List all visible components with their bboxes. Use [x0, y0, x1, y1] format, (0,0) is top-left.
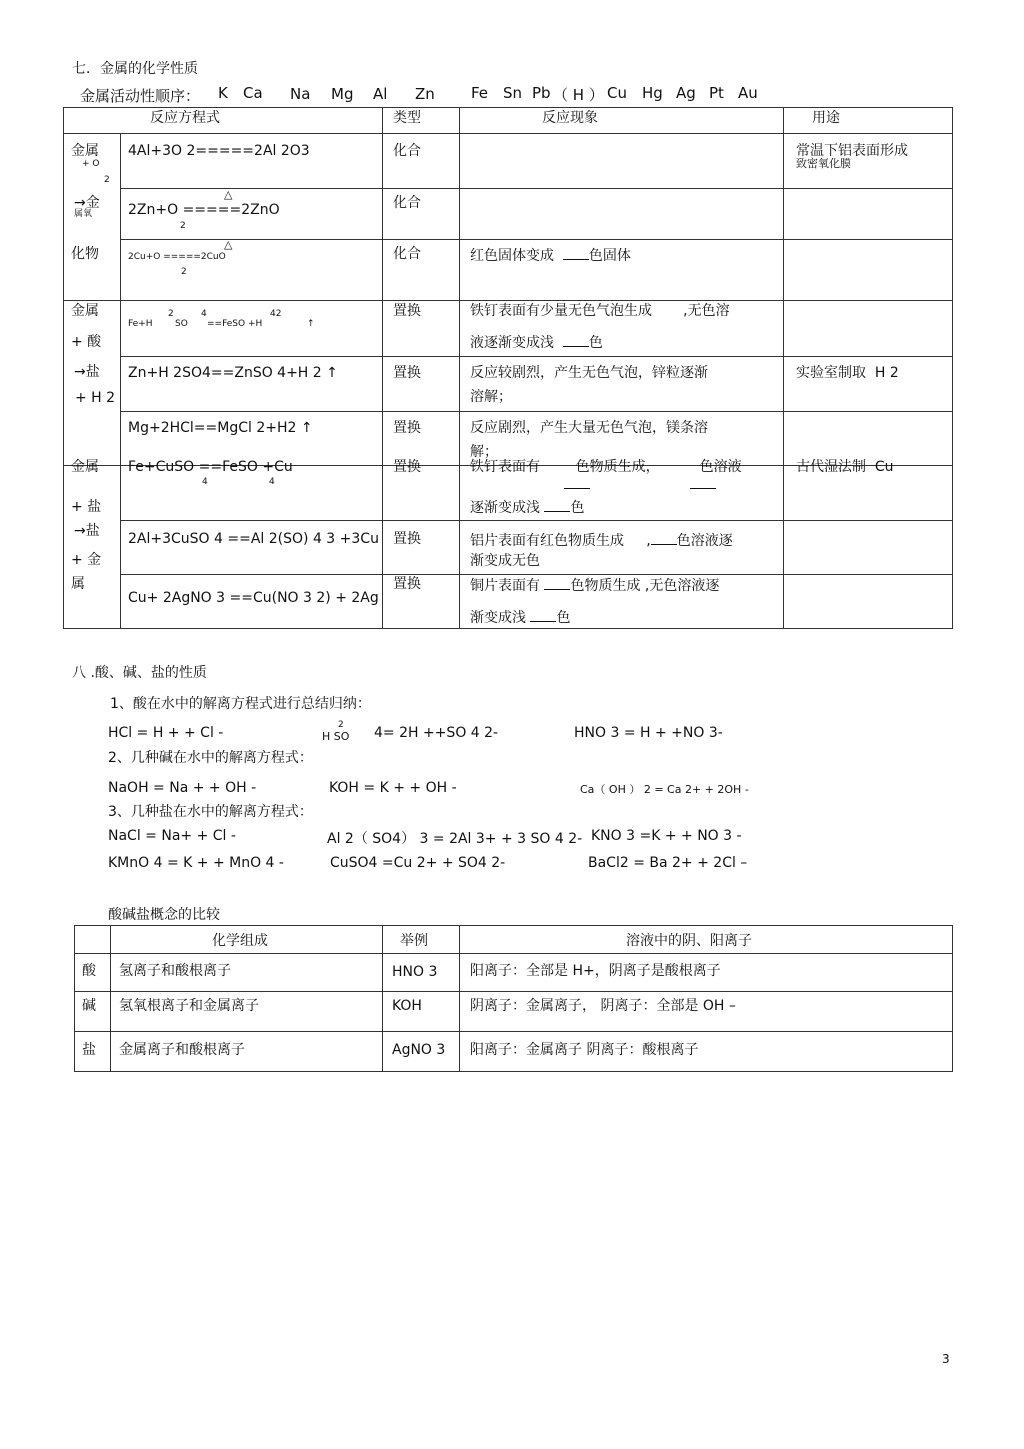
t2-header-ions: 溶液中的阴、阳离子	[626, 933, 752, 949]
row8-equation: 2Al+3CuSO 4 ==Al 2(SO) 4 3 +3Cu	[128, 531, 379, 547]
row3-equation-sub: 2	[181, 267, 187, 277]
blank	[530, 609, 556, 622]
group1-line5: 属氧	[74, 209, 93, 219]
row8-type: 置换	[393, 531, 421, 547]
row7-blank-b	[690, 476, 716, 489]
h2so4-b: 4= 2H ++SO 4 2-	[374, 725, 499, 741]
row3-phenomenon: 红色固体变成 色固体	[470, 248, 631, 264]
blank	[563, 247, 589, 260]
salt-eq-bacl2: BaCl2 = Ba 2+ + 2Cl –	[588, 855, 748, 871]
blank	[544, 577, 570, 590]
row2-equation-triangle: △	[224, 188, 233, 201]
row2-equation-sub: 2	[180, 221, 186, 231]
row8-phenomenon-2: 渐变成无色	[470, 553, 540, 569]
activity-series-label	[80, 85, 200, 106]
acid-eq-hno3: HNO 3 = H + +NO 3-	[574, 725, 723, 741]
row1-type: 化合	[393, 143, 421, 159]
row3-type: 化合	[393, 246, 421, 262]
acid-eq-hcl: HCl = H + + Cl -	[108, 725, 224, 741]
row7-use: 古代湿法制 Cu	[796, 459, 894, 475]
row2-type: 化合	[393, 195, 421, 211]
row6-equation: Mg+2HCl==MgCl 2+H2 ↑	[128, 420, 313, 436]
t2-row-acid-name: 酸	[82, 963, 96, 979]
t2-header-example: 举例	[400, 933, 428, 949]
row5-equation: Zn+H 2SO4==ZnSO 4+H 2 ↑	[128, 365, 338, 381]
base-eq-koh: KOH = K + + OH -	[329, 780, 457, 796]
blank	[544, 499, 570, 512]
row7-phenomenon-2: 逐渐变成浅 色	[470, 500, 585, 516]
row9-equation: Cu+ 2AgNO 3 ==Cu(NO 3 2) + 2Ag	[128, 590, 379, 606]
t2-row-acid-composition: 氢离子和酸根离子	[119, 963, 231, 979]
group2-line2: + 酸	[71, 334, 102, 350]
salt-eq-cuso4: CuSO4 =Cu 2+ + SO4 2-	[330, 855, 506, 871]
salt-eq-kmno4: KMnO 4 = K + + MnO 4 -	[108, 855, 284, 871]
group2-line3: →盐	[74, 364, 100, 380]
header-use: 用途	[812, 110, 840, 126]
row7-type: 置换	[393, 459, 421, 475]
group1-line6: 化物	[71, 246, 99, 262]
t2-row-base-composition: 氢氧根离子和金属离子	[119, 998, 259, 1014]
blank	[563, 334, 589, 347]
metal-cu: Cu	[607, 84, 627, 102]
salt-eq-nacl: NaCl = Na+ + Cl -	[108, 828, 236, 844]
header-type: 类型	[393, 110, 421, 126]
row8-phenomenon-1: 铝片表面有红色物质生成 , 色溶液逐	[470, 533, 733, 549]
base-ionization-heading: 2、几种碱在水中的解离方程式：	[108, 750, 313, 766]
metal-hg: Hg	[642, 84, 663, 102]
group1-sub2: 2	[104, 175, 110, 185]
group3-line2: + 盐	[71, 499, 102, 515]
t2-row-acid-example: HNO 3	[392, 964, 438, 980]
row4-phenomenon-2: 液逐渐变成浅 色	[470, 335, 603, 351]
row5-phenomenon-1: 反应较剧烈，产生无色气泡，锌粒逐渐	[470, 365, 708, 381]
t2-row-salt-ions: 阳离子：金属离子 阴离子：酸根离子	[470, 1042, 699, 1058]
metal-zn: Zn	[415, 85, 435, 103]
row4-type: 置换	[393, 303, 421, 319]
metal-h: （ H ）	[553, 86, 604, 104]
row2-equation: 2Zn+O =====2ZnO	[128, 202, 280, 218]
row6-phenomenon-2: 解；	[470, 444, 498, 460]
metal-ag: Ag	[676, 84, 696, 102]
metal-al: Al	[373, 85, 388, 103]
acid-ionization-heading: 1、酸在水中的解离方程式进行总结归纳：	[110, 696, 371, 712]
metal-pb: Pb	[532, 84, 551, 102]
activity-label: 金属活动性顺序：	[80, 87, 201, 105]
group-label-metal-acid: 金属	[71, 303, 99, 319]
section7-title: 七．金属的化学性质	[72, 61, 198, 77]
group3-line4: + 金	[71, 552, 102, 568]
header-equation: 反应方程式	[150, 110, 220, 126]
row6-phenomenon-1: 反应剧烈，产生大量无色气泡，镁条溶	[470, 420, 708, 436]
t2-row-salt-name: 盐	[82, 1042, 96, 1058]
row3-equation-triangle: △	[224, 238, 233, 251]
row5-phenomenon-2: 溶解；	[470, 389, 512, 405]
h2so4-sub: 2	[338, 720, 344, 730]
t2-row-base-name: 碱	[82, 998, 96, 1014]
row5-type: 置换	[393, 365, 421, 381]
row9-phenomenon-2: 渐变成浅 色	[470, 610, 571, 626]
row7-equation-sub: 4	[202, 477, 208, 487]
salt-eq-al2so43: Al 2（ SO4） 3 = 2Al 3+ + 3 SO 4 2-	[327, 831, 583, 847]
group-label-metal-salt: 金属	[71, 459, 99, 475]
row4-phenomenon-1: 铁钉表面有少量无色气泡生成 ,无色溶	[470, 303, 730, 319]
group1-plus-o: + O	[82, 159, 100, 169]
group-label-metal-oxygen: 金属	[71, 143, 99, 159]
row7-equation: Fe+CuSO ==FeSO +Cu	[128, 459, 293, 475]
blank	[651, 532, 677, 545]
group3-line5: 属	[71, 576, 85, 592]
metal-sn: Sn	[503, 84, 523, 102]
row7-equation-sub2: 4	[269, 477, 275, 487]
page-number: 3	[942, 1352, 950, 1366]
t2-row-salt-composition: 金属离子和酸根离子	[119, 1042, 245, 1058]
base-eq-caoh2: Ca（ OH ） 2 = Ca 2+ + 2OH -	[580, 783, 749, 796]
group3-line3: →盐	[74, 523, 100, 539]
metal-pt: Pt	[709, 84, 724, 102]
t2-row-base-ions: 阴离子：金属离子， 阴离子：全部是 OH –	[470, 998, 736, 1014]
metal-k: K	[218, 84, 228, 102]
t2-row-base-example: KOH	[392, 998, 422, 1014]
h2so4-a: H SO	[322, 730, 350, 743]
metal-fe: Fe	[471, 84, 489, 102]
section8-title: 八 .酸、碱、盐的性质	[72, 665, 207, 681]
row3-equation: 2Cu+O =====2CuO	[128, 252, 226, 262]
salt-eq-kno3: KNO 3 =K + + NO 3 -	[591, 828, 742, 844]
t2-row-acid-ions: 阳离子：全部是 H+，阴离子是酸根离子	[470, 963, 721, 979]
row9-phenomenon-1: 铜片表面有 色物质生成 ,无色溶液逐	[470, 578, 720, 594]
metal-ca: Ca	[243, 84, 263, 102]
row7-blank-a	[564, 476, 590, 489]
metal-au: Au	[738, 84, 758, 102]
t2-row-salt-example: AgNO 3	[392, 1042, 446, 1058]
metal-mg: Mg	[331, 85, 354, 103]
row6-type: 置换	[393, 420, 421, 436]
group1-arrow: →金	[74, 195, 100, 211]
row1-use-2: 致密氧化膜	[796, 157, 851, 170]
t2-header-composition: 化学组成	[212, 933, 268, 949]
row7-phenomenon-1: 铁钉表面有 色物质生成， 色溶液	[470, 459, 742, 475]
compare-title: 酸碱盐概念的比较	[108, 907, 220, 923]
row5-use: 实验室制取 H 2	[796, 365, 899, 381]
row1-use-1: 常温下铝表面形成	[796, 143, 908, 159]
header-phenomenon: 反应现象	[542, 110, 598, 126]
row9-type: 置换	[393, 576, 421, 592]
metal-na: Na	[290, 85, 311, 103]
base-eq-naoh: NaOH = Na + + OH -	[108, 780, 257, 796]
group2-line4: + H 2	[75, 390, 116, 406]
salt-ionization-heading: 3、几种盐在水中的解离方程式：	[108, 804, 313, 820]
row1-equation: 4Al+3O 2=====2Al 2O3	[128, 143, 310, 159]
